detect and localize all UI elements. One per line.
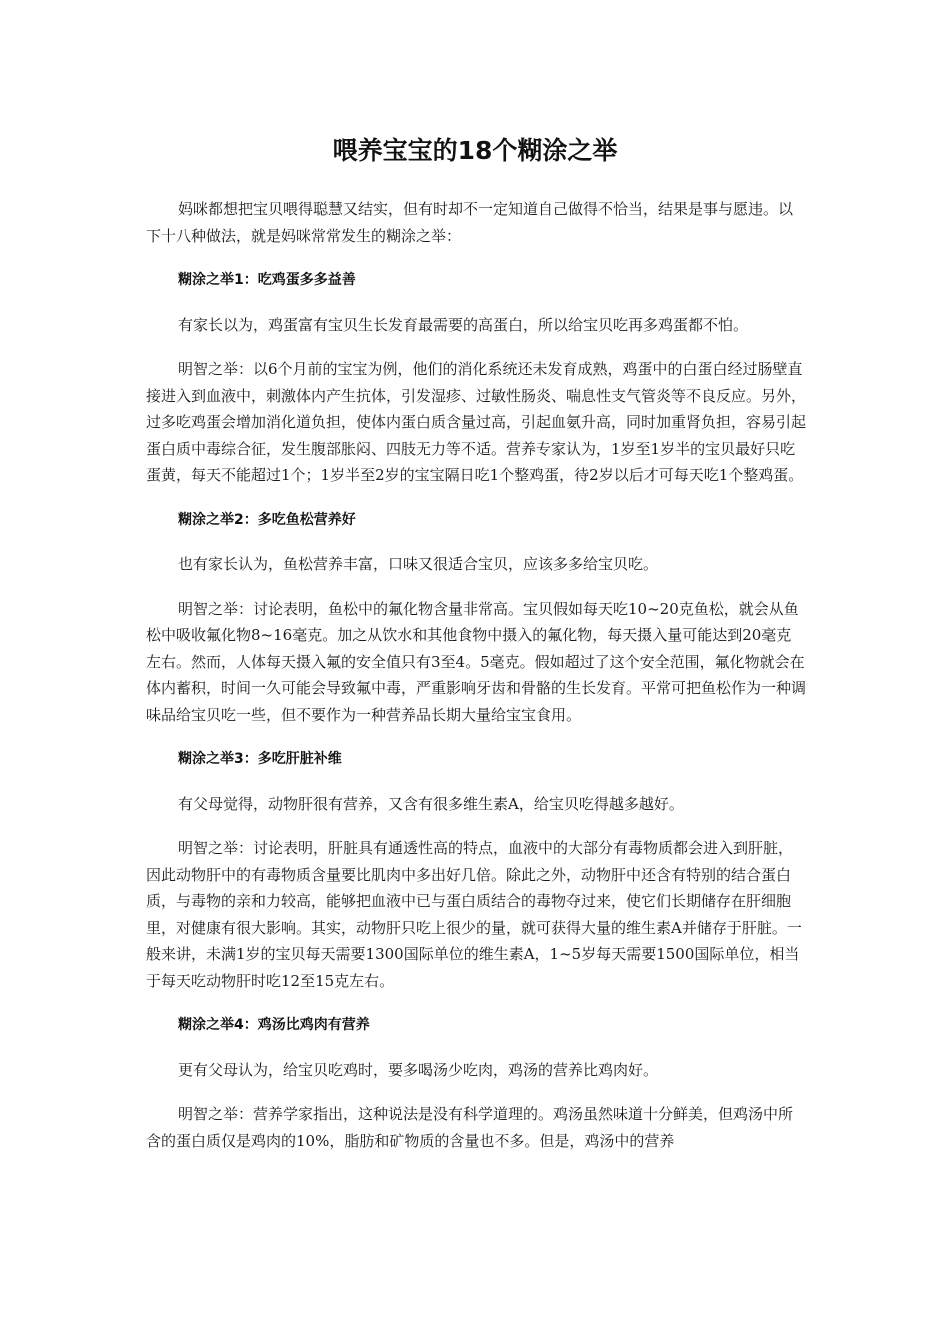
section-belief: 有家长以为，鸡蛋富有宝贝生长发育最需要的高蛋白，所以给宝贝吃再多鸡蛋都不怕。 bbox=[178, 315, 749, 334]
section-heading: 糊涂之举2：多吃鱼松营养好 bbox=[178, 511, 356, 528]
section-2 bbox=[146, 507, 806, 729]
intro-paragraph: 妈咪都想把宝贝喂得聪慧又结实，但有时却不一定知道自己做得不恰当，结果是事与愿违。以下十八种做法，就是妈咪常常发生的糊涂之举： bbox=[146, 200, 794, 245]
section-advice: 明智之举：讨论表明，肝脏具有通透性高的特点，血液中的大部分有毒物质都会进入到肝脏，因此动物肝中的有毒物质含量要比肌肉中多出好几倍。除此之外，动物肝中还含有特别的结合蛋白质，与毒物的亲和力较高，能够把血液中已与蛋白质结合的毒物夺过来，使它们长期储存在肝细胞里，对健康有很大影响。其实，动物肝只吃上很少的量，就可获得大量的维生素A并储存于肝脏。一般来讲，未满1岁的宝贝每天需要1300国际单位的维生素A，1~5岁每天需要1500国际单位，相当于每天吃动物肝时吃12至15克左右。 bbox=[146, 839, 802, 990]
section-belief: 更有父母认为，给宝贝吃鸡时，要多喝汤少吃肉，鸡汤的营养比鸡肉好。 bbox=[178, 1060, 659, 1079]
section-belief: 也有家长认为，鱼松营养丰富，口味又很适合宝贝，应该多多给宝贝吃。 bbox=[178, 555, 659, 573]
section-3 bbox=[146, 746, 806, 994]
section-advice: 明智之举：讨论表明，鱼松中的氟化物含量非常高。宝贝假如每天吃10~20克鱼松，就会从鱼松中吸收氟化物8~16毫克。加之从饮水和其他食物中摄入的氟化物，每天摄入量可能达到20毫克左右。然而，人体每天摄入氟的安全值只有3至4。5毫克。假如超过了这个安全范围，氟化物就会在体内蓄积，时间一久可能会导致氟中毒，严重影响牙齿和骨骼的生长发育。平常可把鱼松作为一种调味品给宝贝吃一些，但不要作为一种营养品长期大量给宝宝食用。 bbox=[146, 599, 807, 724]
section-belief: 有父母觉得，动物肝很有营养，又含有很多维生素A，给宝贝吃得越多越好。 bbox=[178, 794, 684, 813]
section-1 bbox=[146, 267, 806, 489]
document-body bbox=[146, 196, 806, 1172]
section-heading: 糊涂之举4：鸡汤比鸡肉有营养 bbox=[178, 1017, 370, 1033]
section-heading: 糊涂之举1：吃鸡蛋多多益善 bbox=[178, 272, 356, 288]
section-4 bbox=[146, 1012, 806, 1154]
section-advice: 明智之举：以6个月前的宝宝为例，他们的消化系统还未发育成熟，鸡蛋中的白蛋白经过肠壁直接进入到血液中，刺激体内产生抗体，引发湿疹、过敏性肠炎、喘息性支气管炎等不良反应。另外，过多吃鸡蛋会增加消化道负担，使体内蛋白质含量过高，引起血氨升高，同时加重肾负担，容易引起蛋白质中毒综合征，发生腹部胀闷、四肢无力等不适。营养专家认为，1岁至1岁半的宝贝最好只吃蛋黄，每天不能超过1个；1岁半至2岁的宝宝隔日吃1个整鸡蛋，待2岁以后才可每天吃1个整鸡蛋。 bbox=[146, 360, 807, 484]
section-advice: 明智之举：营养学家指出，这种说法是没有科学道理的。鸡汤虽然味道十分鲜美，但鸡汤中所含的蛋白质仅是鸡肉的10%，脂肪和矿物质的含量也不多。但是，鸡汤中的营养 bbox=[146, 1105, 794, 1150]
document-title: 喂养宝宝的18个糊涂之举 bbox=[332, 136, 618, 165]
section-heading: 糊涂之举3：多吃肝脏补维 bbox=[178, 751, 342, 767]
